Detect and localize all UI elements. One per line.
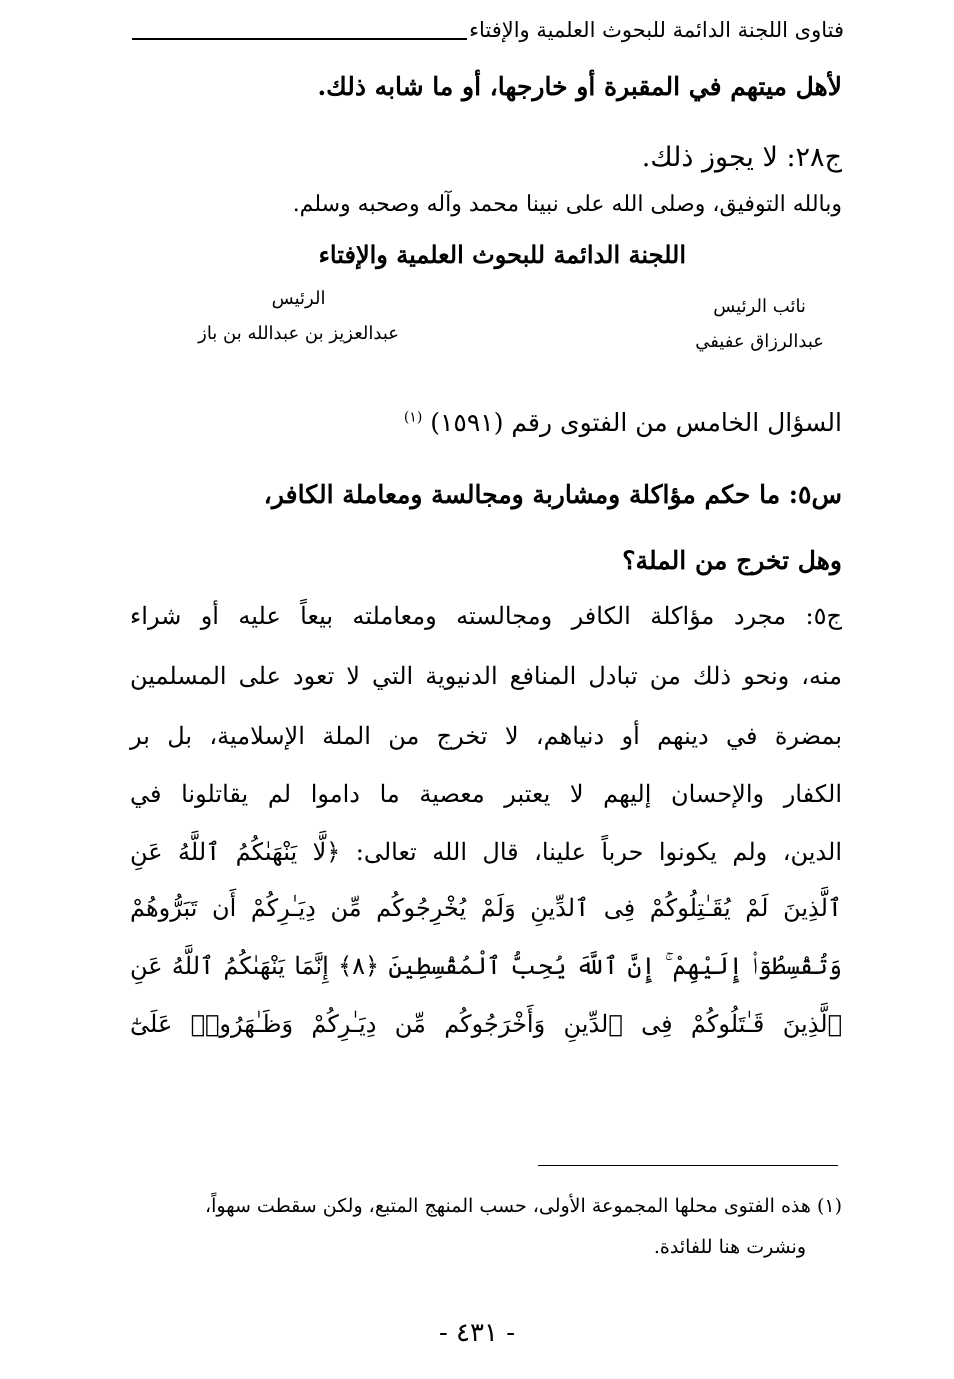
deputy-name: عبدالرزاق عفيفي [695, 331, 824, 352]
answer-28: ج٢٨: لا يجوز ذلك. [641, 142, 842, 173]
answer-5-line-4: الكفار والإحسان إليهم لا يعتبر معصية ما داموا لم يقاتلونا في [130, 780, 842, 808]
signature-chair [198, 288, 399, 344]
quran-verse-line-2: وَتُقْسِطُوٓا۟ إِلَيْهِمْ ۚ إِنَّ ٱللَّهَ يُحِبُّ ٱلْمُقْسِطِينَ ﴿٨﴾ إِنَّمَا يَنْهَىٰكُمُ ٱللَّهُ عَنِ [130, 952, 842, 980]
fatwa-intro-text: السؤال الخامس من الفتوى رقم (١٥٩١) [430, 408, 842, 437]
answer-5-line-1: ج٥: مجرد مؤاكلة الكافر ومجالسته ومعاملته بيعاً عليه أو شراء [130, 602, 842, 630]
fatwa-intro [404, 408, 842, 437]
answer-5-line-2: منه، ونحو ذلك من تبادل المنافع الدنيوية التي لا تعود على المسلمين [130, 662, 842, 690]
closing-formula: وبالله التوفيق، وصلى الله على نبينا محمد وآله وصحبه وسلم. [292, 192, 842, 217]
footnote-rule [538, 1165, 838, 1166]
question-5-line-2: وهل تخرج من الملة؟ [622, 546, 842, 575]
footnote-line-2: ونشرت هنا للفائدة. [653, 1236, 806, 1258]
running-header-rule [132, 38, 467, 40]
page-number: - ٤٣١ - [438, 1318, 516, 1348]
running-header [132, 14, 844, 54]
question-5-line-1: س٥: ما حكم مؤاكلة ومشاربة ومجالسة ومعاملة الكافر، [263, 480, 842, 509]
chair-name: عبدالعزيز بن عبدالله بن باز [198, 323, 399, 344]
running-header-title: فتاوى اللجنة الدائمة للبحوث العلمية والإفتاء [469, 18, 844, 42]
answer-5-line-5: الدين، ولم يكونوا حرباً علينا، قال الله تعالى: ﴿لَّا يَنْهَىٰكُمُ ٱللَّهُ عَنِ [130, 838, 842, 866]
chair-title: الرئيس [271, 288, 326, 309]
committee-name: اللجنة الدائمة للبحوث العلمية والإفتاء [318, 240, 686, 269]
footnote-line-1: (١) هذه الفتوى محلها المجموعة الأولى، حسب المنهج المتبع، ولكن سقطت سهواً، [204, 1195, 842, 1217]
answer-5-line-3: بمضرة في دينهم أو دنياهم، لا تخرج من الملة الإسلامية، بل بر [130, 722, 842, 750]
deputy-title: نائب الرئيس [713, 296, 806, 317]
footnote-ref: (١) [403, 409, 423, 426]
signature-deputy [695, 296, 824, 352]
quran-verse-line-1: ٱلَّذِينَ لَمْ يُقَـٰتِلُوكُمْ فِى ٱلدِّينِ وَلَمْ يُخْرِجُوكُم مِّن دِيَـٰرِكُمْ أَن تَبَرُّوهُمْ [130, 894, 842, 922]
question-28-tail: لأهل ميتهم في المقبرة أو خارجها، أو ما شابه ذلك. [317, 72, 842, 101]
quran-verse-line-3: ٱلَّذِينَ قَـٰتَلُوكُمْ فِى ٱلدِّينِ وَأَخْرَجُوكُم مِّن دِيَـٰرِكُمْ وَظَـٰهَرُوا۟ عَلَىٰٓ [130, 1010, 842, 1038]
